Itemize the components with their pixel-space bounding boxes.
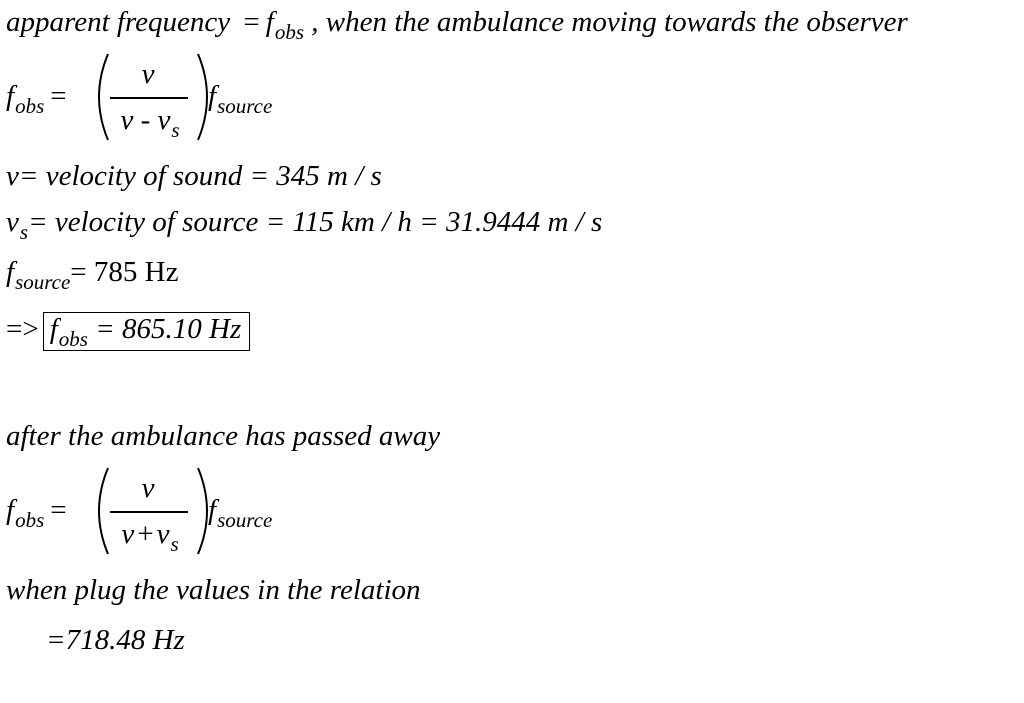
f-symbol: f — [265, 6, 274, 38]
velocity-sound-line — [6, 162, 382, 191]
fraction-bar — [110, 511, 188, 513]
obs-subscript: obs — [15, 94, 45, 118]
f-symbol: f — [208, 80, 217, 112]
obs-subscript: obs — [58, 327, 88, 351]
approach-result-box — [43, 312, 251, 351]
s-subscript: s — [171, 118, 180, 142]
fraction-bar — [110, 97, 188, 99]
v-symbol: v — [6, 160, 19, 192]
velocity-sound-text: = velocity of sound = 345 m / s — [18, 160, 382, 192]
f-symbol: f — [208, 494, 217, 526]
equals-sign: = — [50, 80, 67, 112]
equation-rhs — [208, 494, 273, 532]
den-v: v — [121, 518, 135, 550]
s-subscript: s — [170, 532, 179, 556]
minus-sign: - — [140, 104, 151, 136]
den-v: v — [120, 104, 134, 136]
recede-result-value: =718.48 Hz — [46, 624, 185, 656]
equation-lhs — [6, 494, 73, 532]
fraction-denominator — [106, 518, 194, 556]
den-vs: v — [156, 518, 170, 550]
approach-result-value: = 865.10 Hz — [95, 313, 242, 345]
equation-lhs — [6, 80, 73, 118]
fraction-numerator: v — [141, 472, 155, 504]
plug-values-text: when plug the values in the relation — [6, 574, 421, 606]
f-symbol: f — [49, 313, 58, 345]
equals-sign: = — [243, 6, 260, 38]
f-symbol: f — [6, 256, 15, 288]
f-symbol: f — [6, 80, 15, 112]
plus-sign: + — [137, 518, 154, 550]
v-symbol: v — [6, 206, 19, 238]
doppler-approach-equation — [6, 52, 326, 142]
apparent-frequency-label: apparent frequency — [6, 6, 231, 38]
source-frequency-value: = 785 Hz — [70, 256, 179, 288]
velocity-source-text: = velocity of source = 115 km / h = 31.9444 m / s — [28, 206, 603, 238]
doppler-recede-equation — [6, 466, 326, 556]
equation-rhs — [208, 80, 273, 118]
fraction-denominator — [106, 104, 194, 142]
source-subscript: source — [15, 270, 71, 294]
den-vs: v — [157, 104, 171, 136]
source-subscript: source — [217, 508, 273, 532]
source-subscript: source — [217, 94, 273, 118]
after-passed-line — [6, 422, 440, 451]
approach-result-line — [6, 312, 250, 351]
apparent-frequency-line — [6, 6, 908, 44]
s-subscript: s — [19, 220, 29, 244]
fraction-numerator: v — [141, 58, 155, 90]
implies-arrow: => — [6, 313, 39, 345]
obs-subscript: obs — [274, 20, 305, 44]
recede-result-line — [46, 626, 185, 655]
after-passed-text: after the ambulance has passed away — [6, 420, 441, 452]
equals-sign: = — [50, 494, 67, 526]
ambulance-toward-text: , when the ambulance moving towards the observer — [311, 6, 908, 38]
obs-subscript: obs — [15, 508, 45, 532]
velocity-source-line — [6, 206, 603, 244]
f-symbol: f — [6, 494, 15, 526]
source-frequency-line — [6, 256, 179, 294]
plug-values-line — [6, 576, 421, 605]
